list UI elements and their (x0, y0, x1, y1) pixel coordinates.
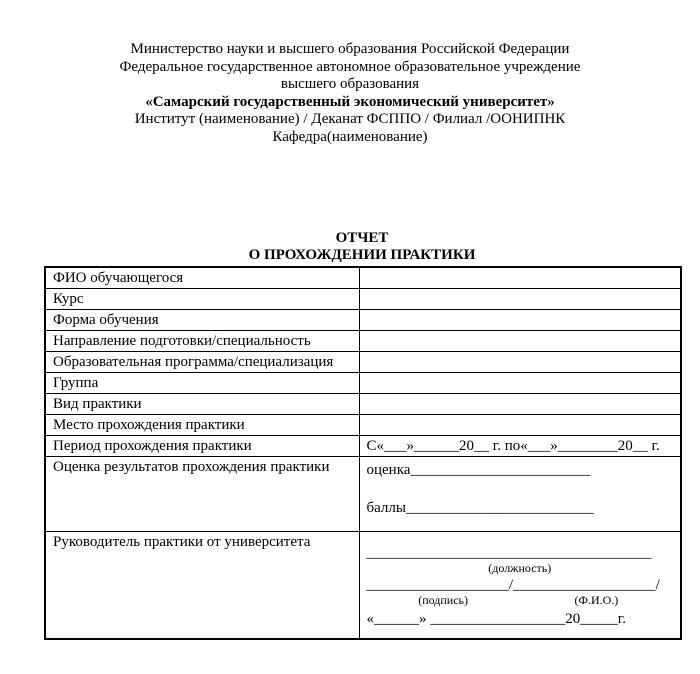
table-row-fio (45, 267, 681, 289)
field-label: Оценка результатов прохождения практики (45, 457, 359, 532)
field-value-cell[interactable] (359, 267, 681, 289)
fio-caption: (Ф.И.О.) (574, 593, 619, 607)
field-label: Образовательная программа/специализация (45, 352, 359, 373)
field-label: Вид практики (45, 394, 359, 415)
report-title (44, 230, 680, 264)
table-row-supervisor (45, 532, 681, 639)
report-form-table (44, 266, 682, 640)
table-row-specialty (45, 331, 681, 352)
date-blank-line: «______» __________________20_____г. (366, 611, 626, 627)
letterhead-line-ministry: Министерство науки и высшего образования Российской Федерации (130, 41, 570, 57)
points-blank-line: баллы_________________________ (366, 500, 594, 516)
table-row-program (45, 352, 681, 373)
letterhead-line-university: «Самарский государственный экономический университет» (145, 93, 555, 110)
letterhead (0, 0, 700, 146)
grade-value-cell[interactable] (359, 457, 681, 532)
field-value-cell[interactable] (359, 289, 681, 310)
field-label: Курс (45, 289, 359, 310)
field-label: ФИО обучающегося (45, 267, 359, 289)
table-row-course (45, 289, 681, 310)
table-row-grade (45, 457, 681, 532)
letterhead-line-department: Кафедра(наименование) (272, 128, 428, 145)
field-value-cell[interactable] (359, 331, 681, 352)
report-title-line2: О ПРОХОЖДЕНИИ ПРАКТИКИ (248, 247, 476, 263)
field-value-cell[interactable] (359, 415, 681, 436)
letterhead-line-institute: Институт (наименование) / Деканат ФСППО / Филиал /ООНИПНК (134, 111, 566, 127)
field-value-cell[interactable] (359, 373, 681, 394)
report-title-line1: ОТЧЕТ (335, 230, 389, 246)
signature-captions (367, 593, 674, 607)
field-value-cell[interactable] (359, 310, 681, 331)
grade-blank-line: оценка________________________ (366, 462, 591, 478)
field-label: Руководитель практики от университета (45, 532, 359, 639)
position-caption: (должность) (488, 561, 552, 575)
period-value-cell[interactable]: С«___»______20__ г. по«___»________20__ г. (359, 436, 681, 457)
table-row-practice-period (45, 436, 681, 457)
table-row-practice-type (45, 394, 681, 415)
supervisor-signature-cell[interactable] (359, 532, 681, 639)
position-blank-line: ______________________________________ (366, 545, 652, 561)
field-label: Место прохождения практики (45, 415, 359, 436)
field-label: Форма обучения (45, 310, 359, 331)
signature-fio-blank-line: ___________________/___________________/ (366, 577, 660, 593)
table-row-group (45, 373, 681, 394)
field-label: Направление подготовки/специальность (45, 331, 359, 352)
table-row-study-form (45, 310, 681, 331)
field-value-cell[interactable] (359, 352, 681, 373)
field-value-cell[interactable] (359, 394, 681, 415)
field-label: Группа (45, 373, 359, 394)
signature-caption: (подпись) (418, 593, 469, 607)
letterhead-line-education: высшего образования (280, 76, 420, 92)
letterhead-line-institution: Федеральное государственное автономное образовательное учреждение (119, 58, 581, 75)
table-row-practice-place (45, 415, 681, 436)
field-label: Период прохождения практики (45, 436, 359, 457)
